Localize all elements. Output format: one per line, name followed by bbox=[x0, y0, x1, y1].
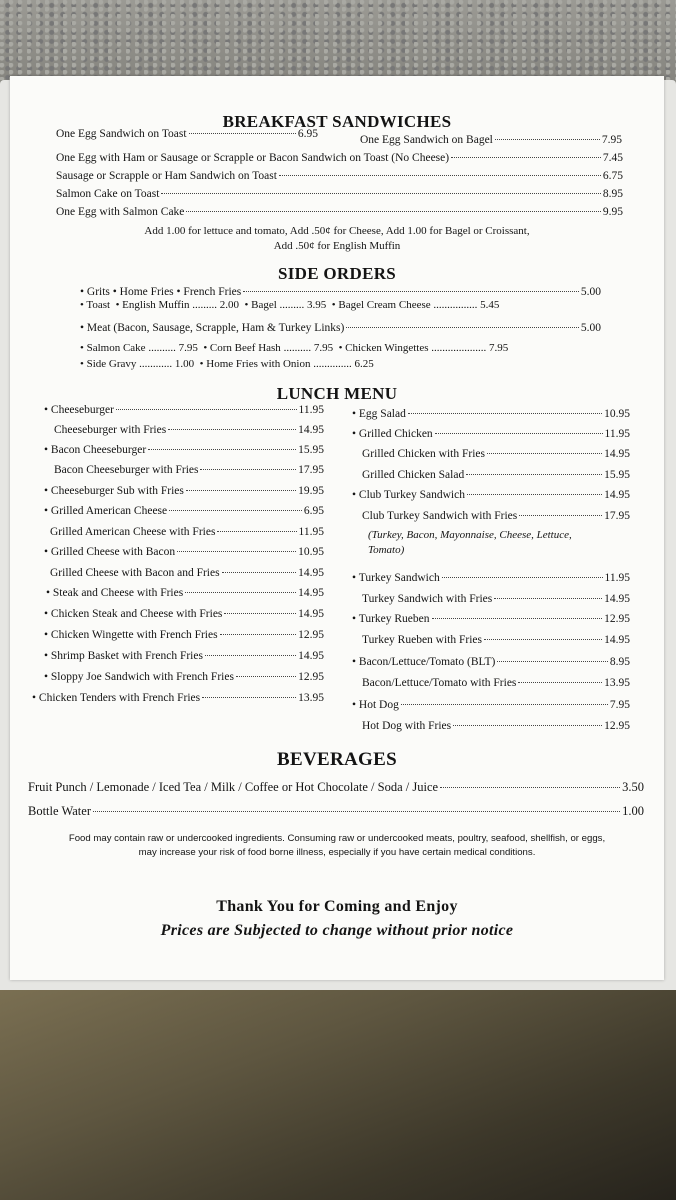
lunch-item: • Egg Salad 10.95 bbox=[352, 408, 630, 420]
food-safety-disclaimer: Food may contain raw or undercooked ingredients. Consuming raw or undercooked meats, poultry, seafood, shellfish, or eggs, may increase your risk of food borne illness, especially if you have certain medical conditions. bbox=[68, 833, 606, 858]
menu-page bbox=[10, 76, 664, 980]
side-row-gravy: • Side Gravy ............ 1.00 • Home Fries with Onion .............. 6.25 bbox=[80, 358, 374, 370]
breakfast-addons-note: Add 1.00 for lettuce and tomato, Add .50¢ for Cheese, Add 1.00 for Bagel or Croissant, Add .50¢ for English Muffin bbox=[144, 225, 530, 252]
lunch-item: • Hot Dog 7.95 bbox=[352, 699, 630, 711]
menu-item-egg-meat: One Egg with Ham or Sausage or Scrapple or Bacon Sandwich on Toast (No Cheese) 7.45 bbox=[56, 152, 623, 164]
lunch-item: • Grilled American Cheese 6.95 bbox=[44, 505, 324, 517]
lunch-item: Grilled Cheese with Bacon and Fries 14.95 bbox=[50, 567, 324, 579]
lunch-item: • Club Turkey Sandwich 14.95 bbox=[352, 489, 630, 501]
khaki-pants-background bbox=[0, 990, 676, 1200]
lunch-item: Bacon Cheeseburger with Fries 17.95 bbox=[54, 464, 324, 476]
lunch-item: • Cheeseburger 11.95 bbox=[44, 404, 324, 416]
beverage-drinks: Fruit Punch / Lemonade / Iced Tea / Milk / Coffee or Hot Chocolate / Soda / Juice 3.50 bbox=[28, 780, 644, 794]
thank-you-text: Thank You for Coming and Enjoy bbox=[216, 898, 458, 915]
lunch-item: • Bacon/Lettuce/Tomato (BLT) 8.95 bbox=[352, 656, 630, 668]
menu-item-egg-bagel: One Egg Sandwich on Bagel 7.95 bbox=[360, 134, 622, 146]
menu-item-salmon-toast: Salmon Cake on Toast 8.95 bbox=[56, 188, 623, 200]
beverages-heading: BEVERAGES bbox=[277, 749, 397, 770]
lunch-heading: LUNCH MENU bbox=[276, 384, 398, 403]
breakfast-heading: BREAKFAST SANDWICHES bbox=[222, 112, 452, 131]
lunch-item: Grilled Chicken Salad 15.95 bbox=[362, 469, 630, 481]
lunch-item: Grilled Chicken with Fries 14.95 bbox=[362, 448, 630, 460]
lunch-item: Bacon/Lettuce/Tomato with Fries 13.95 bbox=[362, 677, 630, 689]
lunch-item: • Shrimp Basket with French Fries 14.95 bbox=[44, 650, 324, 662]
lunch-item: Club Turkey Sandwich with Fries 17.95 bbox=[362, 510, 630, 522]
lunch-item: Turkey Rueben with Fries 14.95 bbox=[362, 634, 630, 646]
lunch-item: • Cheeseburger Sub with Fries 19.95 bbox=[44, 485, 324, 497]
lunch-item: • Turkey Sandwich 11.95 bbox=[352, 572, 630, 584]
lunch-item: • Chicken Steak and Cheese with Fries 14.95 bbox=[44, 608, 324, 620]
beverage-water: Bottle Water 1.00 bbox=[28, 804, 644, 818]
menu-item-meat-toast: Sausage or Scrapple or Ham Sandwich on Toast 6.75 bbox=[56, 170, 623, 182]
menu-item-egg-salmon: One Egg with Salmon Cake 9.95 bbox=[56, 206, 623, 218]
lunch-item: • Grilled Chicken 11.95 bbox=[352, 428, 630, 440]
lunch-item: • Sloppy Joe Sandwich with French Fries 12.95 bbox=[44, 671, 324, 683]
lunch-item: • Grilled Cheese with Bacon 10.95 bbox=[44, 546, 324, 558]
lunch-item: Hot Dog with Fries 12.95 bbox=[362, 720, 630, 732]
side-row-toast: • Toast • English Muffin ......... 2.00 • Bagel ......... 3.95 • Bagel Cream Cheese ................ 5.45 bbox=[80, 299, 500, 311]
side-row-grits: • Grits • Home Fries • French Fries 5.00 bbox=[80, 286, 601, 298]
side-row-salmon: • Salmon Cake .......... 7.95 • Corn Beef Hash .......... 7.95 • Chicken Wingettes .................... 7.95 bbox=[80, 342, 509, 354]
lunch-item: Cheeseburger with Fries 14.95 bbox=[54, 424, 324, 436]
lunch-item: Grilled American Cheese with Fries 11.95 bbox=[50, 526, 324, 538]
club-turkey-note: (Turkey, Bacon, Mayonnaise, Cheese, Lettuce, Tomato) bbox=[368, 529, 572, 556]
menu-item-egg-toast: One Egg Sandwich on Toast 6.95 bbox=[56, 128, 318, 140]
lunch-item: • Chicken Tenders with French Fries 13.95 bbox=[32, 692, 324, 704]
lunch-item: • Chicken Wingette with French Fries 12.95 bbox=[44, 629, 324, 641]
side-row-meat: • Meat (Bacon, Sausage, Scrapple, Ham & Turkey Links) 5.00 bbox=[80, 322, 601, 334]
lunch-item: • Bacon Cheeseburger 15.95 bbox=[44, 444, 324, 456]
lunch-item: Turkey Sandwich with Fries 14.95 bbox=[362, 593, 630, 605]
granite-countertop bbox=[0, 0, 676, 80]
lunch-item: • Steak and Cheese with Fries 14.95 bbox=[46, 587, 324, 599]
side-orders-heading: SIDE ORDERS bbox=[277, 264, 397, 283]
prices-notice: Prices are Subjected to change without prior notice bbox=[160, 922, 514, 939]
lunch-item: • Turkey Rueben 12.95 bbox=[352, 613, 630, 625]
